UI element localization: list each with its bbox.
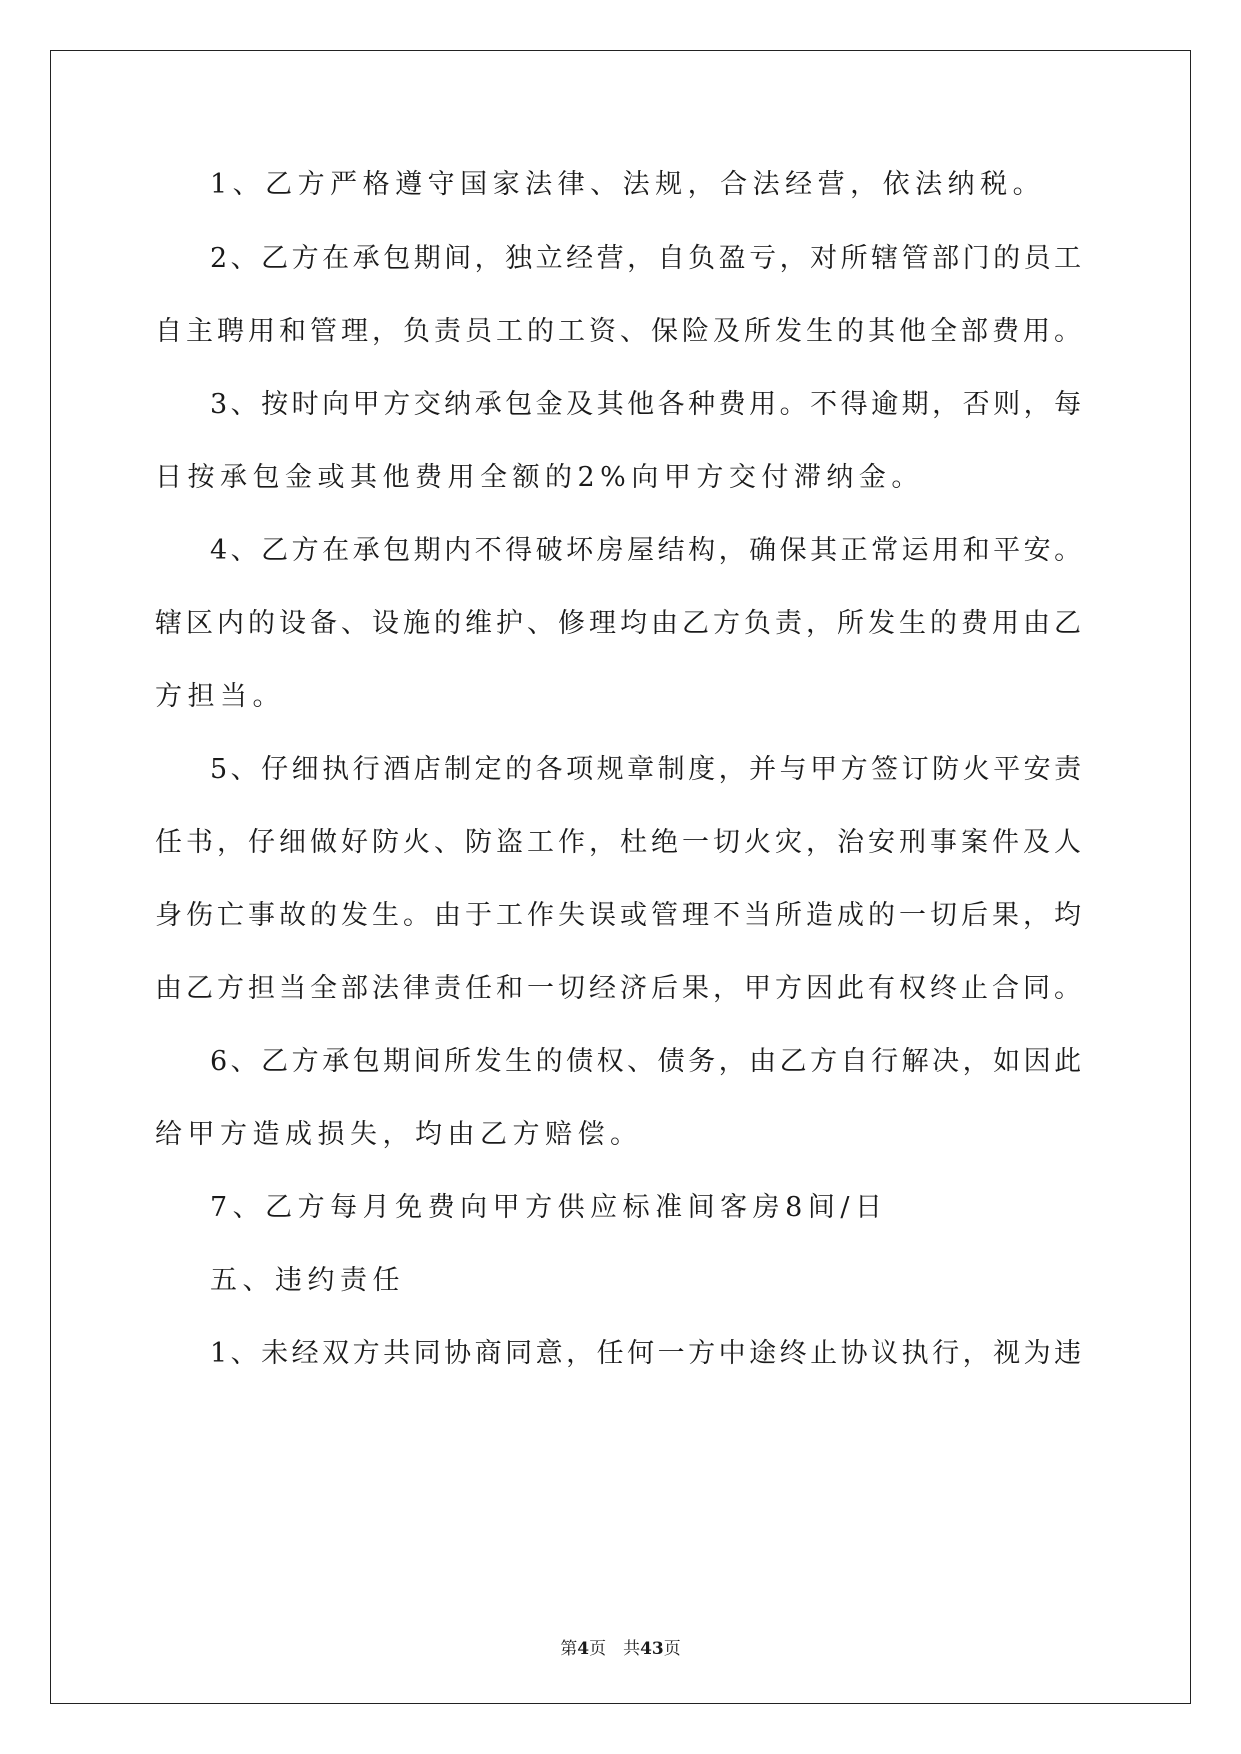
text-line: 7、乙方每月免费向甲方供应标准间客房8间/日 xyxy=(210,1192,888,1223)
footer-page-number: 4 xyxy=(577,1639,590,1659)
text-line: 方担当。 xyxy=(155,681,285,712)
text-line: 自主聘用和管理，负责员工的工资、保险及所发生的其他全部费用。 xyxy=(155,316,1085,347)
text-line: 日按承包金或其他费用全额的2%向甲方交付滞纳金。 xyxy=(155,462,924,493)
page-footer xyxy=(0,1638,1241,1660)
footer-prefix: 第 xyxy=(560,1639,578,1659)
page-border xyxy=(50,50,1191,1704)
text-line: 1、乙方严格遵守国家法律、法规，合法经营，依法纳税。 xyxy=(210,169,1046,200)
text-line: 6、乙方承包期间所发生的债权、债务，由乙方自行解决，如因此 xyxy=(210,1046,1085,1077)
text-line: 任书，仔细做好防火、防盗工作，杜绝一切火灾，治安刑事案件及人 xyxy=(155,827,1085,858)
footer-mid: 页 共 xyxy=(589,1639,641,1659)
text-line: 3、按时向甲方交纳承包金及其他各种费用。不得逾期，否则，每 xyxy=(210,389,1085,420)
text-line: 5、仔细执行酒店制定的各项规章制度，并与甲方签订防火平安责 xyxy=(210,754,1085,785)
text-line: 身伤亡事故的发生。由于工作失误或管理不当所造成的一切后果，均 xyxy=(155,900,1085,931)
text-line: 2、乙方在承包期间，独立经营，自负盈亏，对所辖管部门的员工 xyxy=(210,243,1085,274)
footer-suffix: 页 xyxy=(663,1639,681,1659)
section-heading: 五、违约责任 xyxy=(210,1265,405,1296)
text-line: 给甲方造成损失，均由乙方赔偿。 xyxy=(155,1119,643,1150)
footer-total-pages: 43 xyxy=(640,1639,664,1659)
text-line: 1、未经双方共同协商同意，任何一方中途终止协议执行，视为违 xyxy=(210,1338,1085,1369)
text-line: 4、乙方在承包期内不得破坏房屋结构，确保其正常运用和平安。 xyxy=(210,535,1085,566)
text-line: 辖区内的设备、设施的维护、修理均由乙方负责，所发生的费用由乙 xyxy=(155,608,1085,639)
text-line: 由乙方担当全部法律责任和一切经济后果，甲方因此有权终止合同。 xyxy=(155,973,1085,1004)
